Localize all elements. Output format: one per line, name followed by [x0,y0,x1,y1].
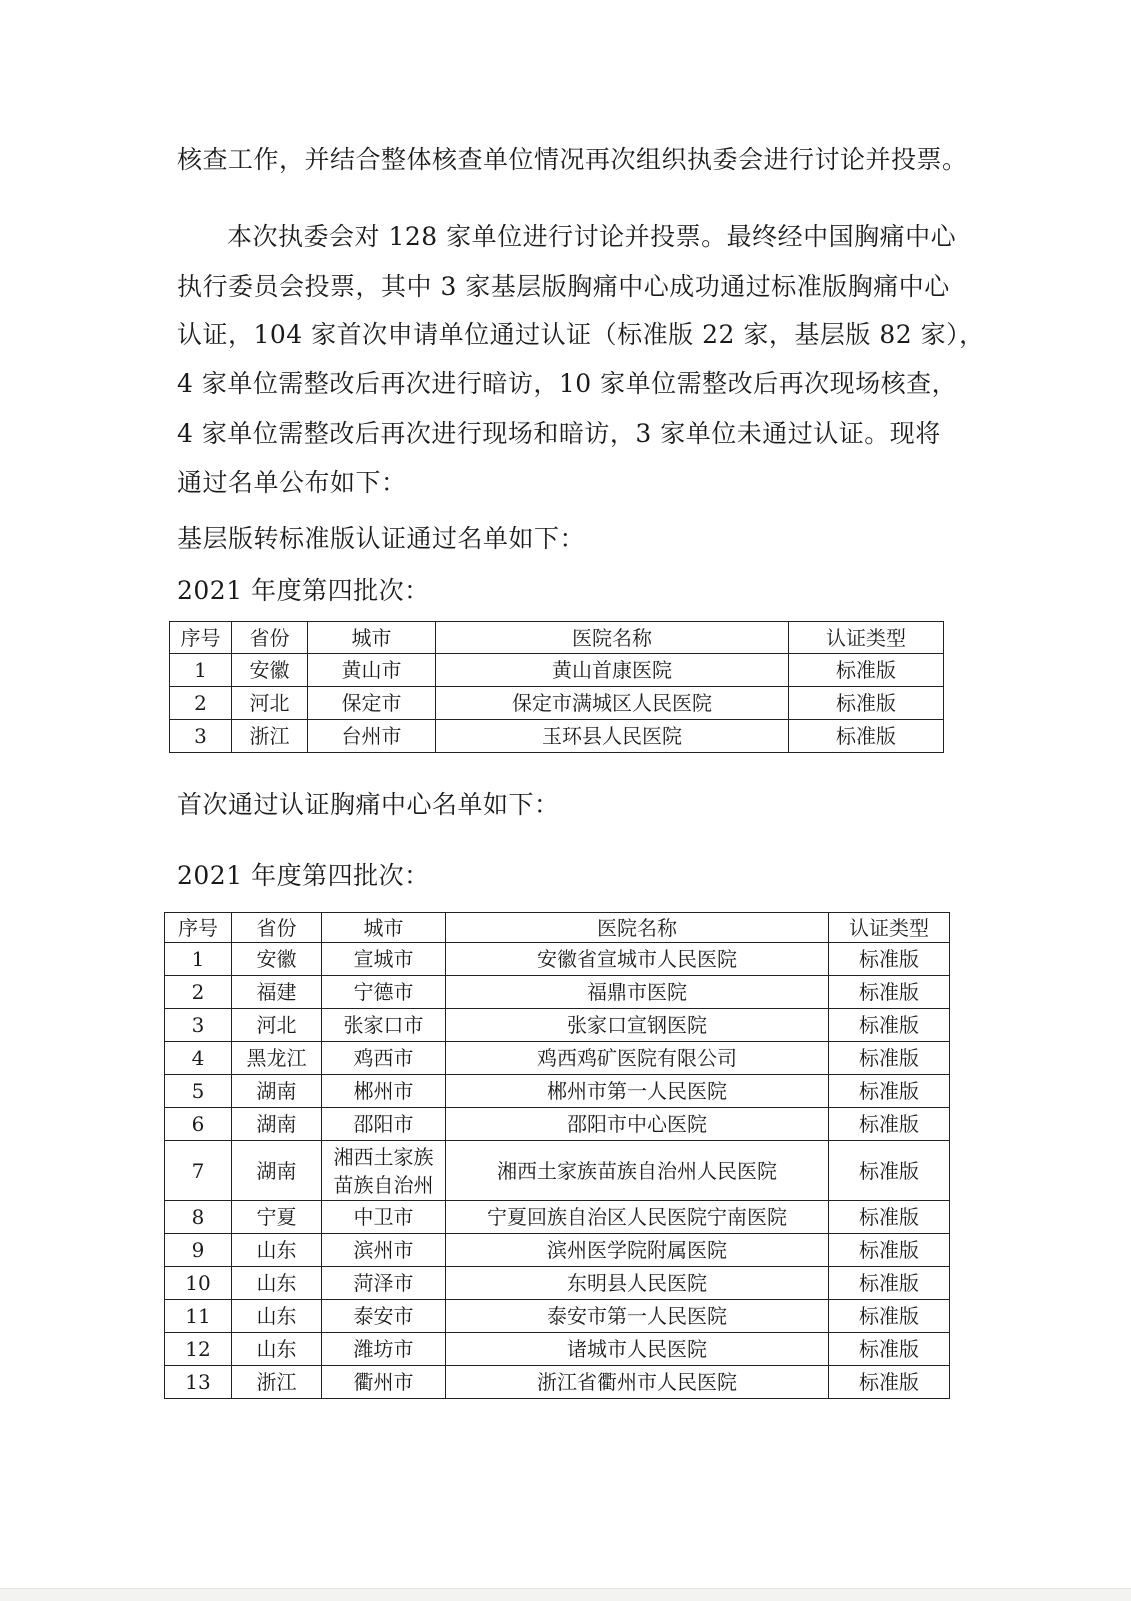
cell-city: 菏泽市 [322,1267,446,1300]
cell-type: 标准版 [829,1366,950,1399]
section2-heading: 首次通过认证胸痛中心名单如下： [177,790,560,819]
header-type: 认证类型 [789,622,944,654]
cell-index: 9 [165,1234,232,1267]
cell-hospital: 邵阳市中心医院 [446,1108,829,1141]
cell-province: 湖南 [232,1075,322,1108]
cell-city: 湘西土家族苗族自治州 [322,1141,446,1201]
cell-city: 中卫市 [322,1201,446,1234]
cell-type: 标准版 [789,687,944,720]
cell-city: 黄山市 [308,654,436,687]
cell-hospital: 湘西土家族苗族自治州人民医院 [446,1141,829,1201]
header-type: 认证类型 [829,913,950,943]
cell-index: 3 [170,720,232,753]
table-row [165,1300,950,1333]
cell-hospital: 玉环县人民医院 [436,720,789,753]
cell-hospital: 宁夏回族自治区人民医院宁南医院 [446,1201,829,1234]
paragraph-line: 核查工作，并结合整体核查单位情况再次组织执委会进行讨论并投票。 [177,145,968,174]
cell-type: 标准版 [829,1009,950,1042]
paragraph-line: 4 家单位需整改后再次进行现场和暗访，3 家单位未通过认证。现将 [177,419,941,448]
cell-province: 湖南 [232,1108,322,1141]
section2-batch: 2021 年度第四批次： [177,861,430,890]
section1-heading: 基层版转标准版认证通过名单如下： [177,524,586,553]
cell-province: 河北 [232,1009,322,1042]
table-header-row [170,622,944,654]
cell-city: 邵阳市 [322,1108,446,1141]
cell-hospital: 诸城市人民医院 [446,1333,829,1366]
cell-type: 标准版 [829,1141,950,1201]
cell-province: 浙江 [232,720,308,753]
cell-city: 衢州市 [322,1366,446,1399]
table-row [165,976,950,1009]
cell-city: 潍坊市 [322,1333,446,1366]
cell-type: 标准版 [829,976,950,1009]
cell-hospital: 黄山首康医院 [436,654,789,687]
table-row [165,1201,950,1234]
table-header-row [165,913,950,943]
table-row [165,1009,950,1042]
cell-city: 宁德市 [322,976,446,1009]
cell-province: 黑龙江 [232,1042,322,1075]
table-row [165,943,950,976]
cell-hospital: 福鼎市医院 [446,976,829,1009]
cell-type: 标准版 [829,1201,950,1234]
cell-hospital: 郴州市第一人民医院 [446,1075,829,1108]
cell-index: 5 [165,1075,232,1108]
cell-city: 滨州市 [322,1234,446,1267]
cell-province: 安徽 [232,654,308,687]
table-row [165,1267,950,1300]
cell-hospital: 滨州医学院附属医院 [446,1234,829,1267]
cell-index: 8 [165,1201,232,1234]
cell-type: 标准版 [789,654,944,687]
table-row [170,687,944,720]
cell-city: 保定市 [308,687,436,720]
cell-hospital: 保定市满城区人民医院 [436,687,789,720]
table-row [165,1366,950,1399]
cell-province: 湖南 [232,1141,322,1201]
cell-index: 4 [165,1042,232,1075]
cell-city: 宣城市 [322,943,446,976]
cell-province: 安徽 [232,943,322,976]
cell-index: 11 [165,1300,232,1333]
table-row [170,720,944,753]
cell-type: 标准版 [829,1042,950,1075]
cell-type: 标准版 [829,1108,950,1141]
paragraph-line: 本次执委会对 128 家单位进行讨论并投票。最终经中国胸痛中心 [227,222,957,251]
cell-city: 郴州市 [322,1075,446,1108]
cell-hospital: 张家口宣钢医院 [446,1009,829,1042]
table-row [165,1108,950,1141]
cell-province: 山东 [232,1234,322,1267]
page-bottom-edge [0,1588,1131,1601]
cell-city: 台州市 [308,720,436,753]
cell-city: 鸡西市 [322,1042,446,1075]
cell-province: 山东 [232,1333,322,1366]
cell-city: 张家口市 [322,1009,446,1042]
cell-type: 标准版 [789,720,944,753]
header-province: 省份 [232,913,322,943]
header-hospital: 医院名称 [436,622,789,654]
cell-type: 标准版 [829,1333,950,1366]
cell-hospital: 鸡西鸡矿医院有限公司 [446,1042,829,1075]
cell-index: 10 [165,1267,232,1300]
paragraph-line: 4 家单位需整改后再次进行暗访，10 家单位需整改后再次现场核查， [177,369,958,398]
cell-hospital: 浙江省衢州市人民医院 [446,1366,829,1399]
cell-index: 13 [165,1366,232,1399]
table-first-pass-list [164,912,950,1399]
table-row [165,1042,950,1075]
cell-type: 标准版 [829,1267,950,1300]
cell-province: 宁夏 [232,1201,322,1234]
table-row [165,1075,950,1108]
table-row [170,654,944,687]
cell-type: 标准版 [829,943,950,976]
cell-type: 标准版 [829,1300,950,1333]
cell-index: 12 [165,1333,232,1366]
table-upgrade-list [169,621,944,753]
table-row [165,1333,950,1366]
cell-province: 山东 [232,1267,322,1300]
cell-city: 泰安市 [322,1300,446,1333]
cell-province: 河北 [232,687,308,720]
cell-index: 3 [165,1009,232,1042]
paragraph-line: 通过名单公布如下： [177,468,407,497]
header-city: 城市 [322,913,446,943]
cell-index: 6 [165,1108,232,1141]
header-index: 序号 [165,913,232,943]
cell-index: 2 [170,687,232,720]
cell-province: 山东 [232,1300,322,1333]
header-province: 省份 [232,622,308,654]
table-row [165,1234,950,1267]
header-index: 序号 [170,622,232,654]
cell-index: 1 [165,943,232,976]
cell-hospital: 东明县人民医院 [446,1267,829,1300]
cell-province: 福建 [232,976,322,1009]
paragraph-line: 认证，104 家首次申请单位通过认证（标准版 22 家，基层版 82 家）， [177,320,985,349]
cell-province: 浙江 [232,1366,322,1399]
cell-index: 1 [170,654,232,687]
paragraph-line: 执行委员会投票，其中 3 家基层版胸痛中心成功通过标准版胸痛中心 [177,272,950,301]
cell-index: 7 [165,1141,232,1201]
section1-batch: 2021 年度第四批次： [177,576,430,605]
header-city: 城市 [308,622,436,654]
cell-hospital: 安徽省宣城市人民医院 [446,943,829,976]
cell-hospital: 泰安市第一人民医院 [446,1300,829,1333]
header-hospital: 医院名称 [446,913,829,943]
cell-type: 标准版 [829,1075,950,1108]
table-row [165,1141,950,1201]
cell-type: 标准版 [829,1234,950,1267]
cell-index: 2 [165,976,232,1009]
